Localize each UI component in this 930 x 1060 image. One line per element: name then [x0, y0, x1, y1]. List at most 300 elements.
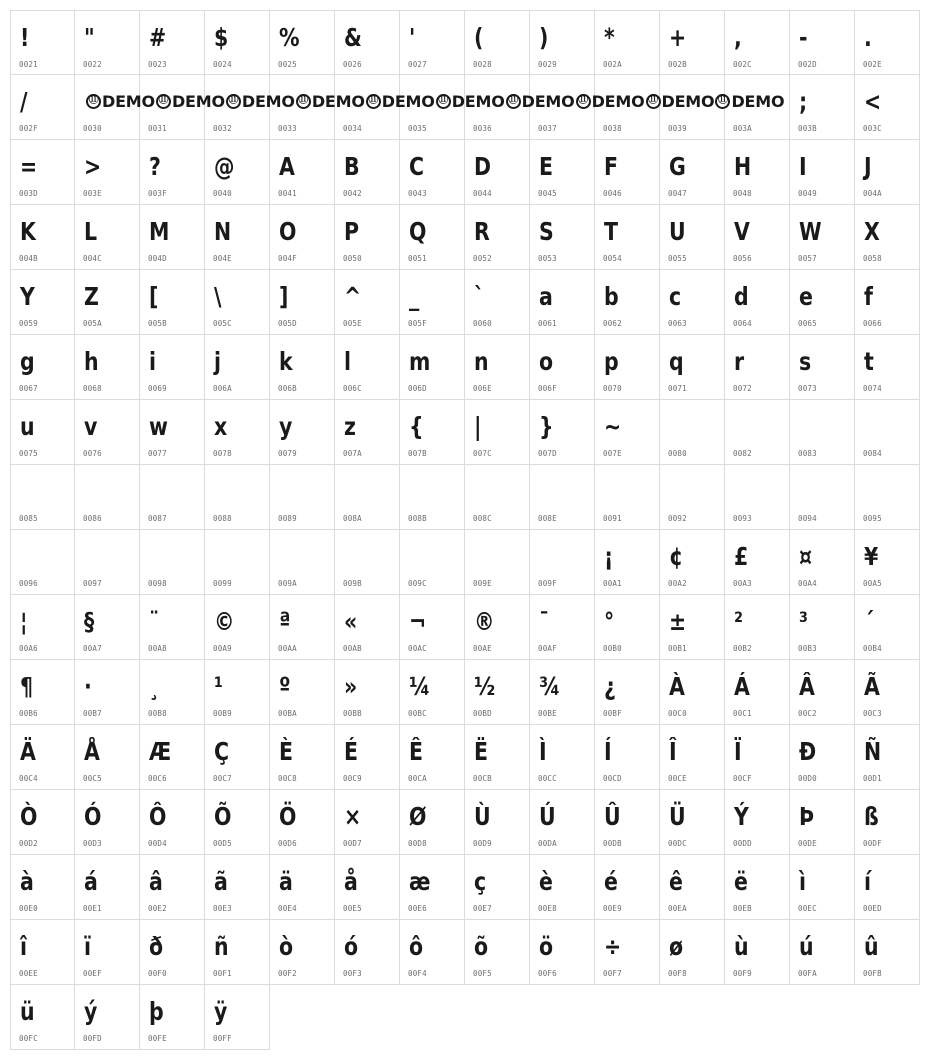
glyph-cell-0098	[140, 530, 205, 595]
demo-watermark-item	[576, 92, 645, 111]
glyph-codepoint: 0071	[668, 384, 687, 393]
glyph-codepoint: 0082	[733, 449, 752, 458]
glyph-codepoint: 0049	[798, 189, 817, 198]
glyph-cell-0027	[400, 10, 465, 75]
glyph-character: @	[214, 152, 235, 181]
glyph-codepoint: 008E	[538, 514, 557, 523]
glyph-cell-00E5	[335, 855, 400, 920]
glyph-cell-0045	[530, 140, 595, 205]
glyph-cell-00CE	[660, 725, 725, 790]
glyph-codepoint: 003D	[19, 189, 38, 198]
glyph-cell-00B3	[790, 595, 855, 660]
demo-mark-icon: ⑪	[366, 94, 381, 109]
demo-word: DEMO	[311, 91, 365, 111]
glyph-codepoint: 0070	[603, 384, 622, 393]
glyph-codepoint: 0078	[213, 449, 232, 458]
demo-watermark-item	[436, 92, 505, 111]
glyph-cell-00AE	[465, 595, 530, 660]
glyph-codepoint: 00D0	[798, 774, 817, 783]
glyph-cell-00A8	[140, 595, 205, 660]
glyph-cell-0048	[725, 140, 790, 205]
glyph-cell-0064	[725, 270, 790, 335]
glyph-character: K	[20, 217, 36, 246]
glyph-codepoint: 00CB	[473, 774, 492, 783]
glyph-cell-003C	[855, 75, 920, 140]
glyph-cell-00F4	[400, 920, 465, 985]
glyph-cell-00B9	[205, 660, 270, 725]
glyph-cell-00F8	[660, 920, 725, 985]
glyph-cell-0097	[75, 530, 140, 595]
glyph-codepoint: 0025	[278, 60, 297, 69]
glyph-codepoint: 0087	[148, 514, 167, 523]
glyph-cell-00E8	[530, 855, 595, 920]
glyph-character: »	[344, 672, 358, 701]
glyph-cell-00C4	[10, 725, 75, 790]
glyph-character: !	[20, 23, 30, 52]
demo-mark-icon: ⑪	[576, 94, 591, 109]
glyph-cell-0066	[855, 270, 920, 335]
glyph-character: i	[149, 347, 157, 376]
glyph-cell-00B8	[140, 660, 205, 725]
glyph-cell-00D5	[205, 790, 270, 855]
glyph-codepoint: 005A	[83, 319, 102, 328]
glyph-cell-00A7	[75, 595, 140, 660]
glyph-codepoint: 009E	[473, 579, 492, 588]
glyph-codepoint: 0042	[343, 189, 362, 198]
glyph-codepoint: 005F	[408, 319, 427, 328]
glyph-codepoint: 00EB	[733, 904, 752, 913]
glyph-codepoint: 009F	[538, 579, 557, 588]
glyph-character: î	[20, 932, 28, 961]
demo-mark-icon: ⑪	[226, 94, 241, 109]
glyph-character: m	[409, 347, 431, 376]
glyph-character: ä	[279, 867, 293, 896]
glyph-cell-00B1	[660, 595, 725, 660]
glyph-character: E	[539, 152, 554, 181]
glyph-character: ï	[84, 932, 92, 961]
glyph-codepoint: 00BD	[473, 709, 492, 718]
glyph-cell-00BD	[465, 660, 530, 725]
glyph-character: Ò	[20, 802, 38, 831]
glyph-codepoint: 00EA	[668, 904, 687, 913]
glyph-cell-003E	[75, 140, 140, 205]
glyph-codepoint: 0048	[733, 189, 752, 198]
glyph-codepoint: 00C2	[798, 709, 817, 718]
glyph-codepoint: 0045	[538, 189, 557, 198]
glyph-codepoint: 0055	[668, 254, 687, 263]
glyph-character: §	[84, 607, 95, 636]
glyph-character: o	[539, 347, 554, 376]
glyph-character: G	[669, 152, 686, 181]
glyph-character: {	[409, 412, 424, 441]
glyph-cell-006F	[530, 335, 595, 400]
glyph-codepoint: 00A9	[213, 644, 232, 653]
glyph-cell-004F	[270, 205, 335, 270]
glyph-codepoint: 00E4	[278, 904, 297, 913]
glyph-codepoint: 00ED	[863, 904, 882, 913]
glyph-character: y	[279, 412, 293, 441]
glyph-codepoint: 0094	[798, 514, 817, 523]
glyph-cell-00BC	[400, 660, 465, 725]
glyph-codepoint: 00D8	[408, 839, 427, 848]
demo-word: DEMO	[661, 91, 715, 111]
glyph-character: d	[734, 282, 749, 311]
glyph-character: Ý	[734, 802, 749, 831]
glyph-character: æ	[409, 867, 431, 896]
glyph-codepoint: 0052	[473, 254, 492, 263]
glyph-codepoint: 00A1	[603, 579, 622, 588]
glyph-character: -	[799, 23, 808, 52]
glyph-cell-00FE	[140, 985, 205, 1050]
glyph-codepoint: 00F2	[278, 969, 297, 978]
glyph-cell-00AC	[400, 595, 465, 660]
glyph-character: ¬	[409, 607, 427, 636]
glyph-character: Ï	[734, 737, 742, 766]
glyph-cell-0084	[855, 400, 920, 465]
glyph-cell-0062	[595, 270, 660, 335]
glyph-codepoint: 007E	[603, 449, 622, 458]
glyph-character: º	[279, 672, 291, 701]
glyph-codepoint: 00D1	[863, 774, 882, 783]
glyph-codepoint: 0091	[603, 514, 622, 523]
glyph-cell-0079	[270, 400, 335, 465]
glyph-codepoint: 0067	[19, 384, 38, 393]
glyph-cell-00BE	[530, 660, 595, 725]
glyph-codepoint: 0077	[148, 449, 167, 458]
glyph-character: Z	[84, 282, 99, 311]
glyph-character: B	[344, 152, 360, 181]
glyph-character: ¦	[20, 607, 28, 636]
glyph-character: z	[344, 412, 356, 441]
glyph-codepoint: 00B6	[19, 709, 38, 718]
glyph-character: Ë	[474, 737, 489, 766]
glyph-character: Ø	[409, 802, 427, 831]
glyph-cell-00CC	[530, 725, 595, 790]
demo-watermark-item	[506, 92, 575, 111]
glyph-cell-00A1	[595, 530, 660, 595]
demo-watermark	[86, 87, 785, 115]
glyph-codepoint: 00DD	[733, 839, 752, 848]
glyph-codepoint: 00F9	[733, 969, 752, 978]
glyph-codepoint: 002E	[863, 60, 882, 69]
glyph-character: õ	[474, 932, 489, 961]
glyph-codepoint: 00BF	[603, 709, 622, 718]
demo-word: DEMO	[171, 91, 225, 111]
glyph-codepoint: 0047	[668, 189, 687, 198]
glyph-cell-00FF	[205, 985, 270, 1050]
glyph-cell-0042	[335, 140, 400, 205]
glyph-cell-00F9	[725, 920, 790, 985]
glyph-codepoint: 00C0	[668, 709, 687, 718]
glyph-character: O	[279, 217, 297, 246]
glyph-cell-008B	[400, 465, 465, 530]
glyph-character: ¤	[799, 542, 813, 571]
glyph-codepoint: 00B1	[668, 644, 687, 653]
glyph-cell-00A3	[725, 530, 790, 595]
glyph-cell-0046	[595, 140, 660, 205]
glyph-cell-005D	[270, 270, 335, 335]
glyph-character: á	[84, 867, 98, 896]
glyph-character: ]	[279, 282, 289, 311]
glyph-codepoint: 007A	[343, 449, 362, 458]
glyph-character: ½	[474, 672, 496, 701]
glyph-codepoint: 009A	[278, 579, 297, 588]
glyph-cell-005B	[140, 270, 205, 335]
demo-word: DEMO	[102, 91, 155, 111]
demo-watermark-item	[296, 92, 365, 111]
glyph-cell-00F7	[595, 920, 660, 985]
glyph-character: X	[864, 217, 880, 246]
glyph-cell-00C7	[205, 725, 270, 790]
glyph-cell-002E	[855, 10, 920, 75]
glyph-character: $	[214, 23, 229, 52]
glyph-codepoint: 00F7	[603, 969, 622, 978]
glyph-codepoint: 00B3	[798, 644, 817, 653]
glyph-cell-0040	[205, 140, 270, 205]
glyph-cell-00B0	[595, 595, 660, 660]
glyph-character: n	[474, 347, 489, 376]
glyph-codepoint: 0024	[213, 60, 232, 69]
glyph-cell-008C	[465, 465, 530, 530]
glyph-cell-00EE	[10, 920, 75, 985]
glyph-codepoint: 0073	[798, 384, 817, 393]
glyph-character: Ç	[214, 737, 230, 766]
glyph-cell-0073	[790, 335, 855, 400]
glyph-character: ¯	[539, 607, 550, 636]
glyph-character: ´	[864, 607, 875, 636]
glyph-cell-0080	[660, 400, 725, 465]
glyph-codepoint: 00F4	[408, 969, 427, 978]
glyph-cell-00C6	[140, 725, 205, 790]
glyph-codepoint: 00C6	[148, 774, 167, 783]
glyph-cell-0087	[140, 465, 205, 530]
glyph-character: Q	[409, 217, 427, 246]
glyph-codepoint: 0028	[473, 60, 492, 69]
glyph-codepoint: 00CA	[408, 774, 427, 783]
glyph-cell-007E	[595, 400, 660, 465]
glyph-character: ö	[539, 932, 554, 961]
glyph-character: ©	[214, 607, 235, 636]
glyph-cell-00E0	[10, 855, 75, 920]
glyph-character: ¾	[539, 672, 561, 701]
glyph-codepoint: 003E	[83, 189, 102, 198]
glyph-cell-006C	[335, 335, 400, 400]
glyph-character: b	[604, 282, 619, 311]
glyph-character: %	[279, 23, 300, 52]
glyph-codepoint: 0033	[278, 124, 297, 133]
glyph-cell-005E	[335, 270, 400, 335]
demo-watermark-item	[226, 92, 295, 111]
glyph-cell-00AA	[270, 595, 335, 660]
glyph-character: p	[604, 347, 619, 376]
glyph-cell-0026	[335, 10, 400, 75]
glyph-codepoint: 00F6	[538, 969, 557, 978]
glyph-codepoint: 0041	[278, 189, 297, 198]
glyph-cell-00A9	[205, 595, 270, 660]
demo-watermark-item	[715, 92, 784, 111]
glyph-cell-00F0	[140, 920, 205, 985]
glyph-character: Å	[84, 737, 100, 766]
glyph-character: *	[604, 23, 615, 52]
glyph-character: `	[474, 282, 485, 311]
glyph-cell-00D8	[400, 790, 465, 855]
glyph-cell-008E	[530, 465, 595, 530]
glyph-cell-00EF	[75, 920, 140, 985]
glyph-character: é	[604, 867, 618, 896]
demo-watermark-item	[366, 92, 435, 111]
glyph-codepoint: 00B4	[863, 644, 882, 653]
glyph-codepoint: 00B9	[213, 709, 232, 718]
glyph-cell-00BF	[595, 660, 660, 725]
glyph-cell-0065	[790, 270, 855, 335]
glyph-cell-0052	[465, 205, 530, 270]
glyph-codepoint: 00E0	[19, 904, 38, 913]
glyph-codepoint: 003F	[148, 189, 167, 198]
glyph-codepoint: 007C	[473, 449, 492, 458]
glyph-cell-0055	[660, 205, 725, 270]
glyph-character: \	[214, 282, 222, 311]
glyph-character: ý	[84, 997, 98, 1026]
glyph-character: R	[474, 217, 490, 246]
glyph-codepoint: 0035	[408, 124, 427, 133]
glyph-character: Ì	[539, 737, 547, 766]
glyph-codepoint: 00AC	[408, 644, 427, 653]
glyph-cell-0041	[270, 140, 335, 205]
demo-word: DEMO	[451, 91, 505, 111]
glyph-character: L	[84, 217, 98, 246]
glyph-codepoint: 0095	[863, 514, 882, 523]
glyph-character: ;	[799, 87, 808, 116]
glyph-codepoint: 0075	[19, 449, 38, 458]
glyph-character: °	[604, 607, 615, 636]
glyph-codepoint: 00BE	[538, 709, 557, 718]
glyph-codepoint: 00DC	[668, 839, 687, 848]
glyph-codepoint: 00DA	[538, 839, 557, 848]
glyph-character: ù	[734, 932, 749, 961]
glyph-codepoint: 00F5	[473, 969, 492, 978]
glyph-character: É	[344, 737, 359, 766]
glyph-codepoint: 00B8	[148, 709, 167, 718]
glyph-character: ²	[734, 607, 743, 636]
glyph-codepoint: 00CE	[668, 774, 687, 783]
glyph-cell-006E	[465, 335, 530, 400]
glyph-codepoint: 00C3	[863, 709, 882, 718]
demo-watermark-item	[646, 92, 715, 111]
glyph-cell-00F3	[335, 920, 400, 985]
glyph-codepoint: 0030	[83, 124, 102, 133]
glyph-cell-002D	[790, 10, 855, 75]
glyph-cell-00C9	[335, 725, 400, 790]
glyph-character: .	[864, 23, 872, 52]
glyph-codepoint: 00DE	[798, 839, 817, 848]
glyph-codepoint: 00E5	[343, 904, 362, 913]
glyph-codepoint: 00FB	[863, 969, 882, 978]
demo-word: DEMO	[731, 91, 785, 111]
glyph-cell-0083	[790, 400, 855, 465]
glyph-codepoint: 0029	[538, 60, 557, 69]
glyph-cell-00A5	[855, 530, 920, 595]
demo-mark-icon: ⑪	[646, 94, 661, 109]
glyph-codepoint: 0084	[863, 449, 882, 458]
character-map-grid	[10, 10, 920, 1050]
glyph-cell-00E3	[205, 855, 270, 920]
glyph-character: ^	[344, 282, 362, 311]
glyph-codepoint: 002D	[798, 60, 817, 69]
glyph-cell-00C0	[660, 660, 725, 725]
glyph-character: t	[864, 347, 874, 376]
glyph-cell-0086	[75, 465, 140, 530]
glyph-cell-00A4	[790, 530, 855, 595]
glyph-codepoint: 0023	[148, 60, 167, 69]
glyph-character: ò	[279, 932, 294, 961]
glyph-cell-0043	[400, 140, 465, 205]
glyph-codepoint: 007D	[538, 449, 557, 458]
glyph-character: v	[84, 412, 98, 441]
demo-watermark-item	[86, 92, 155, 111]
glyph-codepoint: 0022	[83, 60, 102, 69]
glyph-character: Ä	[20, 737, 36, 766]
glyph-codepoint: 0066	[863, 319, 882, 328]
glyph-codepoint: 00EE	[19, 969, 38, 978]
glyph-cell-00D0	[790, 725, 855, 790]
glyph-character: a	[539, 282, 553, 311]
glyph-character: U	[669, 217, 686, 246]
glyph-character: q	[669, 347, 684, 376]
glyph-character: u	[20, 412, 35, 441]
glyph-cell-00C8	[270, 725, 335, 790]
glyph-character: |	[474, 412, 482, 441]
glyph-codepoint: 004F	[278, 254, 297, 263]
glyph-cell-00E9	[595, 855, 660, 920]
glyph-cell-00FC	[10, 985, 75, 1050]
glyph-cell-0051	[400, 205, 465, 270]
glyph-codepoint: 00E9	[603, 904, 622, 913]
glyph-character: Ö	[279, 802, 297, 831]
glyph-cell-0078	[205, 400, 270, 465]
glyph-codepoint: 00B0	[603, 644, 622, 653]
glyph-codepoint: 0086	[83, 514, 102, 523]
glyph-character: N	[214, 217, 232, 246]
glyph-codepoint: 003A	[733, 124, 752, 133]
glyph-character: ¼	[409, 672, 431, 701]
glyph-codepoint: 005E	[343, 319, 362, 328]
glyph-character: ì	[799, 867, 807, 896]
glyph-codepoint: 006E	[473, 384, 492, 393]
glyph-codepoint: 0064	[733, 319, 752, 328]
glyph-cell-006D	[400, 335, 465, 400]
glyph-character: x	[214, 412, 228, 441]
glyph-codepoint: 00B2	[733, 644, 752, 653]
glyph-codepoint: 00C7	[213, 774, 232, 783]
glyph-cell-00B4	[855, 595, 920, 660]
glyph-character: r	[734, 347, 745, 376]
glyph-codepoint: 0061	[538, 319, 557, 328]
demo-word: DEMO	[521, 91, 575, 111]
glyph-cell-00DB	[595, 790, 660, 855]
glyph-cell-009E	[465, 530, 530, 595]
glyph-character: þ	[149, 997, 164, 1026]
glyph-character: ,	[734, 23, 742, 52]
glyph-character: ®	[474, 607, 495, 636]
glyph-character: £	[734, 542, 749, 571]
glyph-character: ø	[669, 932, 684, 961]
glyph-codepoint: 00A7	[83, 644, 102, 653]
glyph-cell-003B	[790, 75, 855, 140]
glyph-cell-00EA	[660, 855, 725, 920]
glyph-character: Ü	[669, 802, 686, 831]
glyph-cell-00D1	[855, 725, 920, 790]
glyph-codepoint: 00AE	[473, 644, 492, 653]
